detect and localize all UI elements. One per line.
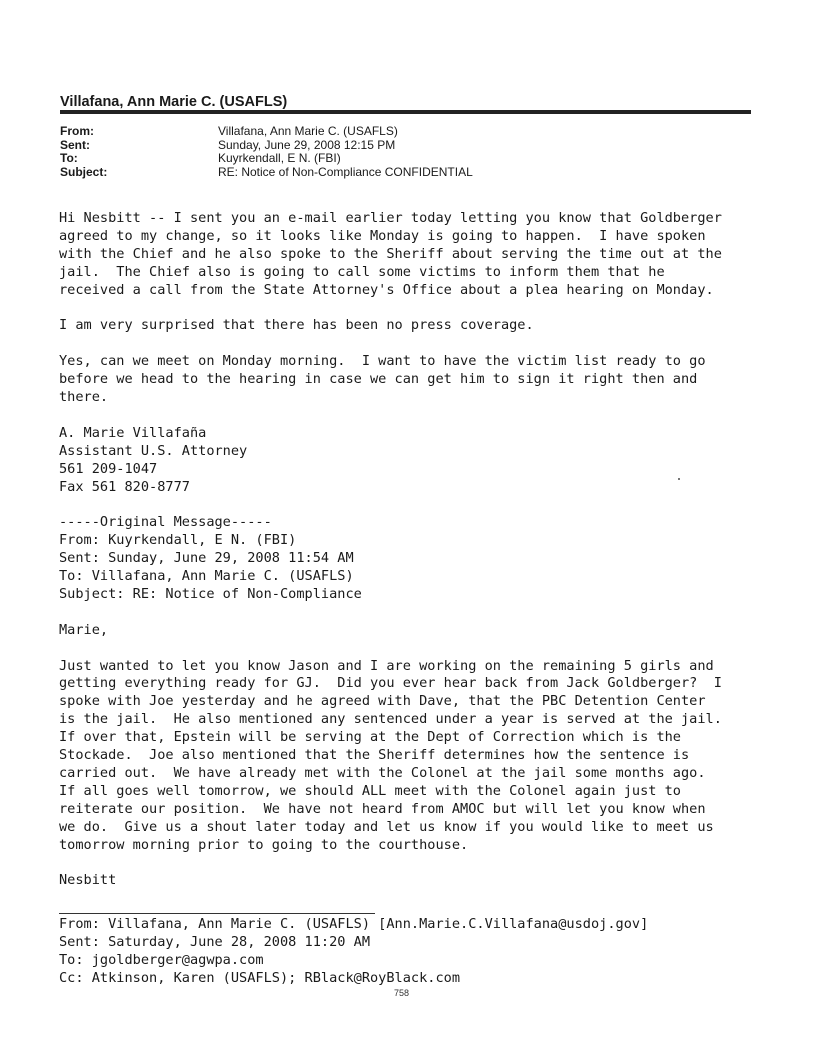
text-line: Sent: Saturday, June 28, 2008 11:20 AM (59, 933, 370, 950)
paragraph-2 (59, 317, 799, 335)
text-line: Assistant U.S. Attorney (59, 442, 248, 459)
text-line: before we head to the hearing in case we can get him to sign it right then and (59, 371, 698, 388)
text-line: tomorrow morning prior to going to the courthouse. (59, 836, 469, 853)
header-label: Subject: (60, 164, 108, 179)
header-row (60, 125, 473, 139)
text-line: received a call from the State Attorney's Office about a plea hearing on Monday. (59, 281, 714, 298)
text-line: reiterate our position. We have not heard from AMOC but will let you know when (59, 800, 706, 817)
signature-block (59, 425, 799, 497)
header-value: Kuyrkendall, E N. (FBI) (218, 151, 341, 165)
paragraph-3 (59, 353, 799, 407)
closing (59, 872, 799, 890)
scan-speck (678, 478, 680, 480)
text-line: Stockade. Joe also mentioned that the Sheriff determines how the sentence is (59, 747, 690, 764)
text-line: spoke with Joe yesterday and he agreed with Dave, that the PBC Detention Center (59, 693, 706, 710)
header-value: Villafana, Ann Marie C. (USAFLS) (218, 124, 398, 138)
text-line: getting everything ready for GJ. Did you ever hear back from Jack Goldberger? I (59, 675, 722, 692)
email-body (59, 210, 799, 890)
email-header (60, 125, 473, 179)
page-number: 758 (394, 988, 410, 998)
text-line: From: Villafana, Ann Marie C. (USAFLS) [Ann.Marie.C.Villafana@usdoj.gov] (59, 916, 649, 932)
header-row (60, 139, 473, 153)
header-row (60, 152, 473, 166)
text-line: carried out. We have already met with the Colonel at the jail some months ago. (59, 765, 706, 781)
forward-separator (59, 913, 375, 914)
text-line: jail. The Chief also is going to call some victims to inform them that he (59, 263, 665, 280)
header-value: RE: Notice of Non-Compliance CONFIDENTIAL (218, 164, 473, 179)
text-line: If all goes well tomorrow, we should ALL meet with the Colonel again just to (59, 782, 681, 799)
text-line: I am very surprised that there has been no press coverage. (59, 317, 534, 334)
header-label: To: (60, 151, 78, 165)
header-label: From: (60, 124, 94, 138)
header-label: Sent: (60, 137, 90, 152)
title-rule (60, 110, 751, 114)
greeting (59, 622, 799, 640)
document-title: Villafana, Ann Marie C. (USAFLS) (60, 94, 288, 110)
text-line: is the jail. He also mentioned any sentenced under a year is served at the jail. (59, 711, 722, 728)
text-line: with the Chief and he also spoke to the Sheriff about serving the time out at the (59, 245, 722, 262)
header-value: Sunday, June 29, 2008 12:15 PM (218, 137, 396, 152)
text-line: 561 209-1047 (59, 460, 158, 477)
paragraph-1 (59, 210, 799, 300)
text-line: A. Marie Villafaña (59, 424, 207, 441)
forwarded-header (59, 916, 648, 988)
text-line: Yes, can we meet on Monday morning. I want to have the victim list ready to go (59, 353, 706, 370)
text-line: To: jgoldberger@agwpa.com (59, 951, 264, 968)
text-line: there. (59, 389, 109, 406)
text-line: Just wanted to let you know Jason and I are working on the remaining 5 girls and (59, 657, 714, 674)
text-line: Hi Nesbitt -- I sent you an e-mail earlier today letting you know that Goldberger (59, 210, 722, 226)
text-line: agreed to my change, so it looks like Monday is going to happen. I have spoken (59, 227, 706, 244)
header-row (60, 166, 473, 180)
text-line: Marie, (59, 621, 109, 638)
text-line: From: Kuyrkendall, E N. (FBI) (59, 532, 297, 549)
paragraph-4 (59, 658, 799, 855)
text-line: we do. Give us a shout later today and let us know if you would like to meet us (59, 818, 714, 835)
text-line: To: Villafana, Ann Marie C. (USAFLS) (59, 568, 354, 585)
text-line: -----Original Message----- (59, 514, 272, 531)
text-line: Nesbitt (59, 872, 117, 889)
text-line: Sent: Sunday, June 29, 2008 11:54 AM (59, 550, 354, 567)
text-line: Fax 561 820-8777 (59, 478, 190, 495)
text-line: If over that, Epstein will be serving at the Dept of Correction which is the (59, 729, 681, 746)
text-line: Subject: RE: Notice of Non-Compliance (59, 585, 362, 602)
original-message-header (59, 514, 799, 604)
text-line: Cc: Atkinson, Karen (USAFLS); RBlack@RoyBlack.com (59, 969, 461, 986)
